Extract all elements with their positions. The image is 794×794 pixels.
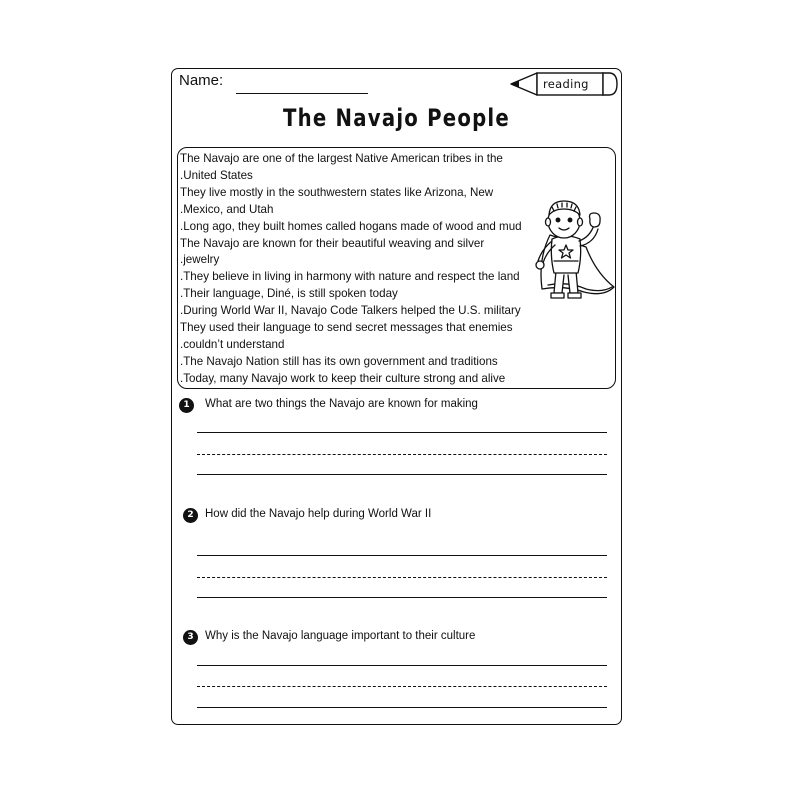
question-3-number: 3: [183, 630, 198, 645]
passage-line: .Today, many Navajo work to keep their culture strong and alive: [180, 371, 506, 385]
answer-guide-line: [197, 454, 607, 455]
passage-line: The Navajo are known for their beautiful weaving and silver: [180, 236, 485, 250]
passage-line: .Long ago, they built homes called hogans made of wood and mud: [180, 219, 522, 233]
passage-line: .couldn’t understand: [180, 337, 285, 351]
question-2-number: 2: [183, 508, 198, 523]
passage-line: The Navajo are one of the largest Native American tribes in the: [180, 152, 503, 165]
answer-line[interactable]: [197, 474, 607, 475]
question-1-text: What are two things the Navajo are known for making: [205, 398, 478, 410]
superhero-illustration: [524, 189, 616, 307]
answer-guide-line: [197, 577, 607, 578]
passage-line: They used their language to send secret messages that enemies: [180, 321, 513, 335]
answer-line[interactable]: [197, 597, 607, 598]
question-2-text: How did the Navajo help during World War II: [205, 508, 432, 520]
passage-line: .Their language, Diné, is still spoken today: [180, 287, 398, 301]
passage-line: .During World War II, Navajo Code Talkers helped the U.S. military: [180, 304, 521, 318]
answer-line[interactable]: [197, 665, 607, 666]
passage-line: .United States: [180, 168, 253, 182]
name-label: Name:: [179, 72, 224, 89]
answer-line[interactable]: [197, 555, 607, 556]
passage-line: .jewelry: [180, 253, 220, 267]
question-3-text: Why is the Navajo language important to their culture: [205, 630, 476, 642]
answer-line[interactable]: [197, 432, 607, 433]
question-1-number: 1: [179, 398, 194, 413]
page-title: The Navajo People: [282, 104, 510, 132]
name-field-line[interactable]: [236, 93, 368, 94]
answer-line[interactable]: [197, 707, 607, 708]
answer-guide-line: [197, 686, 607, 687]
passage-line: They live mostly in the southwestern states like Arizona, New: [180, 185, 494, 199]
reading-tag: reading: [543, 77, 589, 91]
passage-line: .Mexico, and Utah: [180, 202, 274, 216]
passage-line: .The Navajo Nation still has its own government and traditions: [180, 354, 498, 368]
passage-line: .They believe in living in harmony with nature and respect the land: [180, 270, 520, 284]
passage-text: [180, 151, 530, 388]
